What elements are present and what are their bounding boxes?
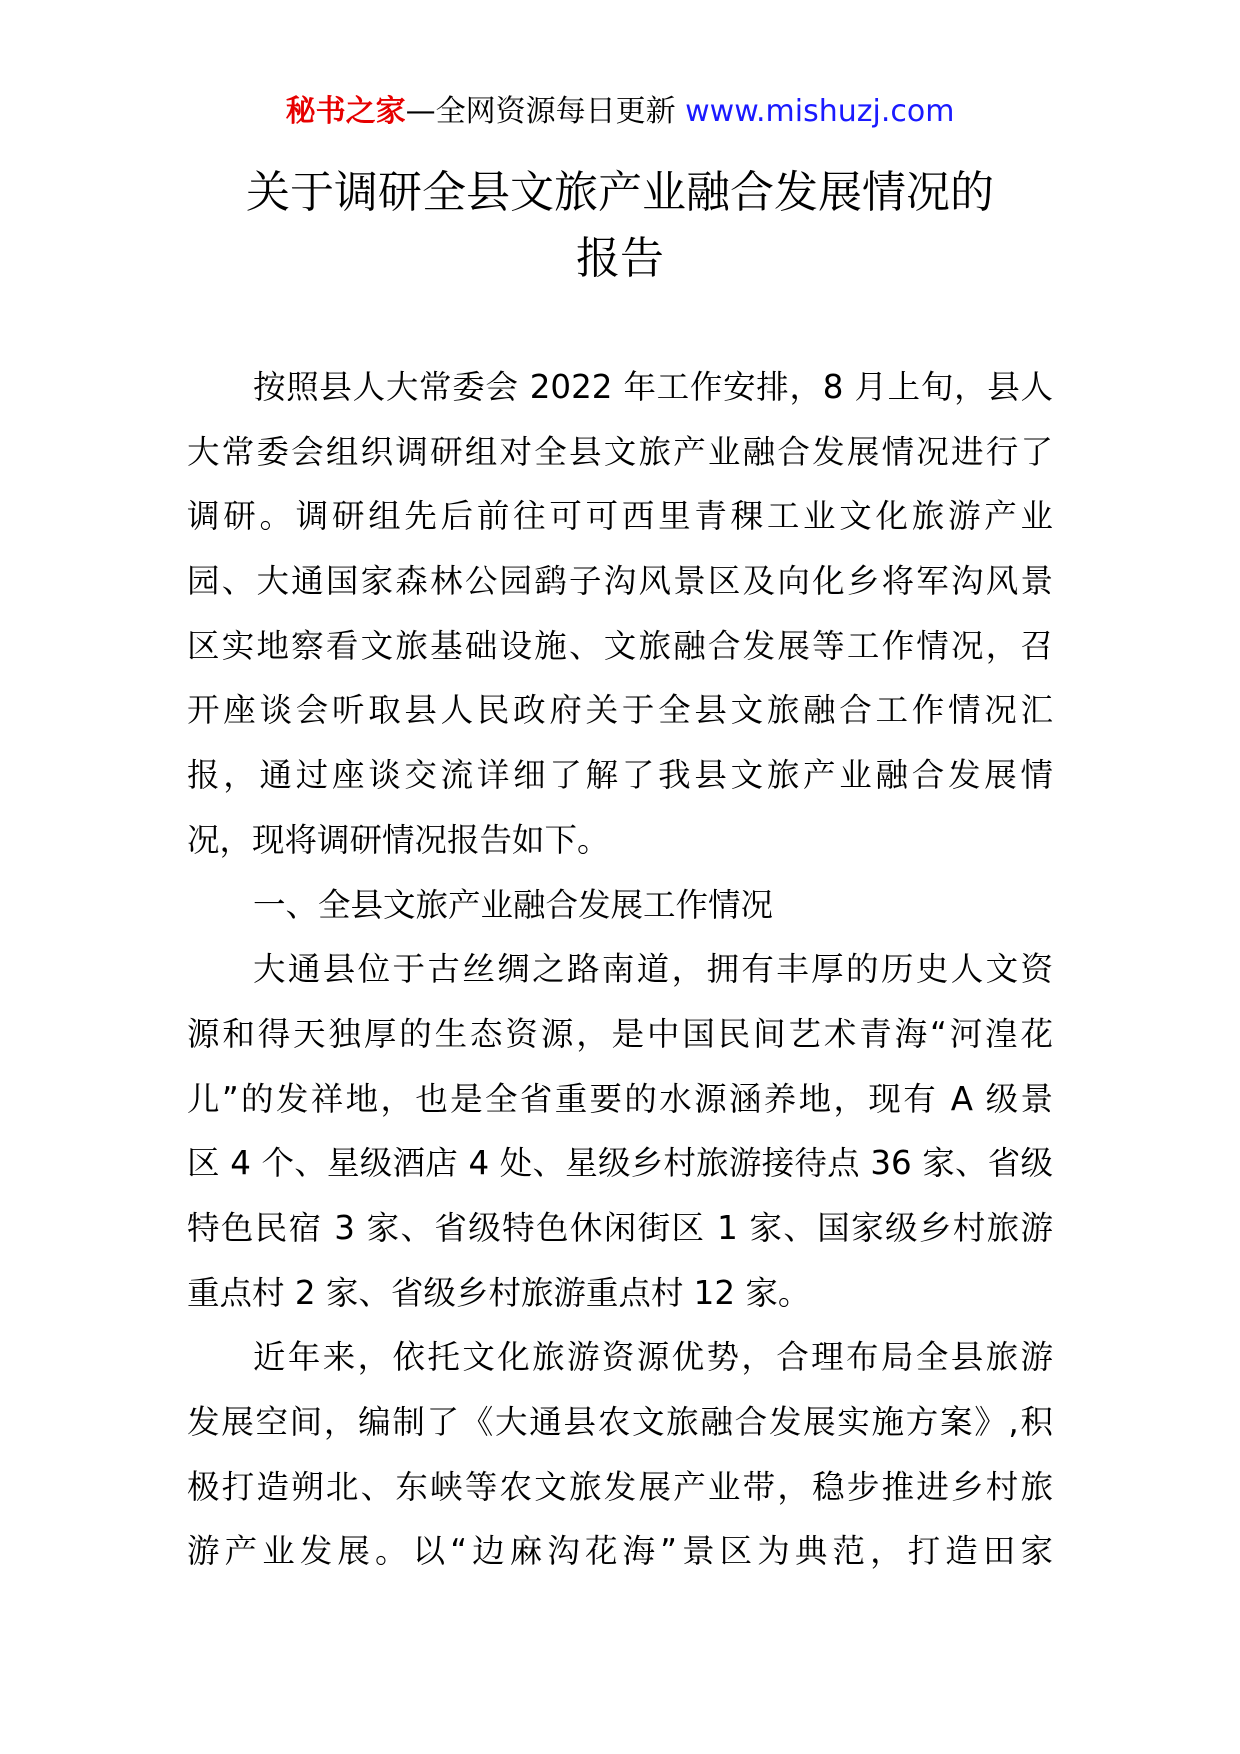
body-line: 儿”的发祥地，也是全省重要的水源涵养地，现有 A 级景 — [187, 1079, 1053, 1118]
site-brand: 秘书之家 — [285, 94, 406, 129]
section-heading: 一、全县文旅产业融合发展工作情况 — [253, 885, 774, 924]
body-line: 源和得天独厚的生态资源，是中国民间艺术青海“河湟花 — [187, 1014, 1053, 1053]
document-body — [187, 355, 1053, 1584]
body-line: 区 4 个、星级酒店 4 处、星级乡村旅游接待点 36 家、省级 — [187, 1144, 1053, 1183]
site-slogan: —全网资源每日更新 — [405, 94, 686, 129]
site-header — [0, 92, 1240, 132]
body-line: 近年来，依托文化旅游资源优势，合理布局全县旅游 — [253, 1338, 1053, 1377]
body-line: 大常委会组织调研组对全县文旅产业融合发展情况进行了 — [187, 432, 1053, 471]
site-url-link[interactable]: www.mishuzj.com — [685, 94, 955, 129]
body-line: 极打造朔北、东峡等农文旅发展产业带，稳步推进乡村旅 — [187, 1467, 1053, 1506]
body-line: 调研。调研组先后前往可可西里青稞工业文化旅游产业 — [187, 497, 1053, 536]
body-line: 况，现将调研情况报告如下。 — [187, 820, 610, 859]
body-line: 特色民宿 3 家、省级特色休闲街区 1 家、国家级乡村旅游 — [187, 1208, 1053, 1247]
body-line: 大通县位于古丝绸之路南道，拥有丰厚的历史人文资 — [253, 950, 1053, 989]
body-line: 开座谈会听取县人民政府关于全县文旅融合工作情况汇 — [187, 691, 1053, 730]
body-line: 区实地察看文旅基础设施、文旅融合发展等工作情况，召 — [187, 626, 1053, 665]
body-line: 发展空间，编制了《大通县农文旅融合发展实施方案》,积 — [187, 1403, 1053, 1441]
body-line: 按照县人大常委会 2022 年工作安排，8 月上旬，县人 — [253, 368, 1053, 406]
document-title — [120, 160, 1120, 292]
body-line: 报，通过座谈交流详细了解了我县文旅产业融合发展情 — [187, 756, 1053, 795]
body-line: 园、大通国家森林公园鹞子沟风景区及向化乡将军沟风景 — [187, 562, 1053, 601]
body-line: 游产业发展。以“边麻沟花海”景区为典范，打造田家 — [187, 1532, 1053, 1571]
body-line: 重点村 2 家、省级乡村旅游重点村 12 家。 — [187, 1273, 811, 1312]
title-line-2: 报告 — [576, 233, 664, 284]
title-line-1: 关于调研全县文旅产业融合发展情况的 — [246, 167, 994, 218]
